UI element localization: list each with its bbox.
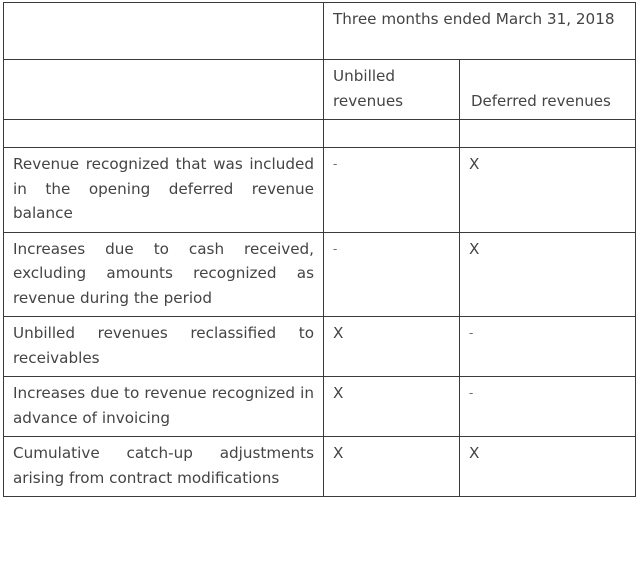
table-header-row-columns <box>4 60 636 120</box>
period-header-cell <box>324 3 636 60</box>
row-label: Cumulative catch-up adjustments arising from contract modifications <box>13 444 314 487</box>
deferred-cell <box>460 317 636 377</box>
table-row <box>4 437 636 497</box>
table-row <box>4 317 636 377</box>
deferred-value: - <box>469 386 474 400</box>
column-header-unbilled <box>324 60 460 120</box>
table-row <box>4 377 636 437</box>
deferred-cell <box>460 377 636 437</box>
unbilled-value: X <box>333 384 344 402</box>
unbilled-value: - <box>333 241 338 256</box>
row-label-cell <box>4 232 324 317</box>
spacer-cell <box>460 120 636 148</box>
row-label-cell <box>4 377 324 437</box>
deferred-value: X <box>469 444 480 462</box>
spacer-cell <box>4 120 324 148</box>
unbilled-value: - <box>333 157 338 171</box>
unbilled-cell <box>324 437 460 497</box>
column-header-deferred-label: Deferred revenues <box>471 91 611 110</box>
table-row <box>4 148 636 233</box>
deferred-cell <box>460 232 636 317</box>
deferred-cell <box>460 148 636 233</box>
deferred-value: - <box>469 326 474 340</box>
empty-header-cell <box>4 3 324 60</box>
deferred-value: X <box>469 155 480 173</box>
row-label: Unbilled revenues reclassified to receivables <box>13 324 314 367</box>
revenue-classification-table <box>3 2 636 497</box>
table-row <box>4 232 636 317</box>
unbilled-cell <box>324 148 460 233</box>
row-label: Increases due to revenue recognized in advance of invoicing <box>13 384 314 427</box>
empty-header-cell <box>4 60 324 120</box>
column-header-deferred <box>460 60 636 120</box>
deferred-cell <box>460 437 636 497</box>
unbilled-cell <box>324 232 460 317</box>
spacer-cell <box>324 120 460 148</box>
column-header-unbilled-label: Unbilled revenues <box>333 67 404 110</box>
table-spacer-row <box>4 120 636 148</box>
row-label: Increases due to cash received, excluding amounts recognized as revenue during the period <box>13 239 314 307</box>
unbilled-value: X <box>333 324 344 342</box>
unbilled-cell <box>324 377 460 437</box>
row-label-cell <box>4 317 324 377</box>
period-label: Three months ended March 31, 2018 <box>333 10 615 28</box>
row-label: Revenue recognized that was included in the opening deferred revenue balance <box>13 155 314 222</box>
table-header-row-period <box>4 3 636 60</box>
unbilled-value: X <box>333 444 344 462</box>
row-label-cell <box>4 148 324 233</box>
deferred-value: X <box>469 239 480 258</box>
unbilled-cell <box>324 317 460 377</box>
row-label-cell <box>4 437 324 497</box>
